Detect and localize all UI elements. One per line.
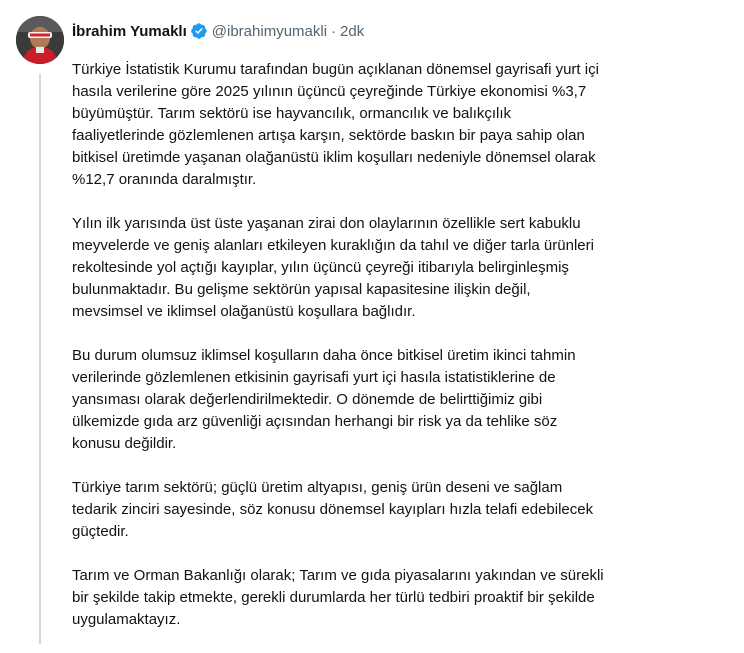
tweet-text [72, 59, 732, 653]
tweet-paragraph: Türkiye tarım sektörü; güçlü üretim altyapısı, geniş ürün deseni ve sağlam tedarik zinciri sayesinde, söz konusu dönemsel kayıpları hızla telafi edebilecek güçtedir. [72, 479, 594, 540]
avatar[interactable] [16, 16, 64, 64]
thread-line [39, 74, 41, 644]
timestamp[interactable]: 2dk [340, 22, 365, 40]
tweet-header [72, 20, 364, 42]
tweet-paragraph: Türkiye İstatistik Kurumu tarafından bugün açıklanan dönemsel gayrisafi yurt içi hasıla verilerine göre 2025 yılının üçüncü çeyreğinde Türkiye ekonomisi %3,7 büyümüştür. Tarım sektörü ise hayvancılık, ormancılık ve balıkçılık faaliyetlerinde gözlemlenen artışa karşın, sektörde baskın bir paya sahip olan bitkisel üretimde yaşanan olağanüstü iklim koşulları nedeniyle dönemsel olarak %12,7 oranında daralmıştır. [72, 61, 599, 188]
avatar-image [16, 16, 64, 64]
separator-dot: · [331, 22, 337, 40]
tweet-paragraph: Bu durum olumsuz iklimsel koşulların daha önce bitkisel üretim ikinci tahmin verilerinde gözlemlenen etkisinin gayrisafi yurt içi hasıla istatistiklerine de yansıması olarak değerlendirilmektedir. O dönemde de belirttiğimiz gibi ülkemizde gıda arz güvenliği açısından herhangi bir risk ya da tehlike söz konusu değildir. [72, 347, 576, 452]
author-name[interactable]: İbrahim Yumaklı [72, 22, 187, 40]
verified-badge-icon [190, 22, 208, 40]
author-handle[interactable]: @ibrahimyumakli [211, 22, 328, 40]
tweet-paragraph: Yılın ilk yarısında üst üste yaşanan zirai don olaylarının özellikle sert kabuklu meyvelerde ve geniş alanları etkileyen kuraklığın da tahıl ve diğer tarla ürünleri rekoltesinde yol açtığı kayıplar, yılın üçüncü çeyreği itibarıyla belirginleşmiş bulunmaktadır. Bu gelişme sektörün yapısal kapasitesine ilişkin değil, mevsimsel ve iklimsel olağanüstü koşullara bağlıdır. [72, 215, 594, 320]
tweet-paragraph: Tarım ve Orman Bakanlığı olarak; Tarım ve gıda piyasalarını yakından ve sürekli bir şekilde takip etmekte, gerekli durumlarda her türlü tedbiri proaktif bir şekilde uygulamaktayız. [72, 567, 604, 628]
